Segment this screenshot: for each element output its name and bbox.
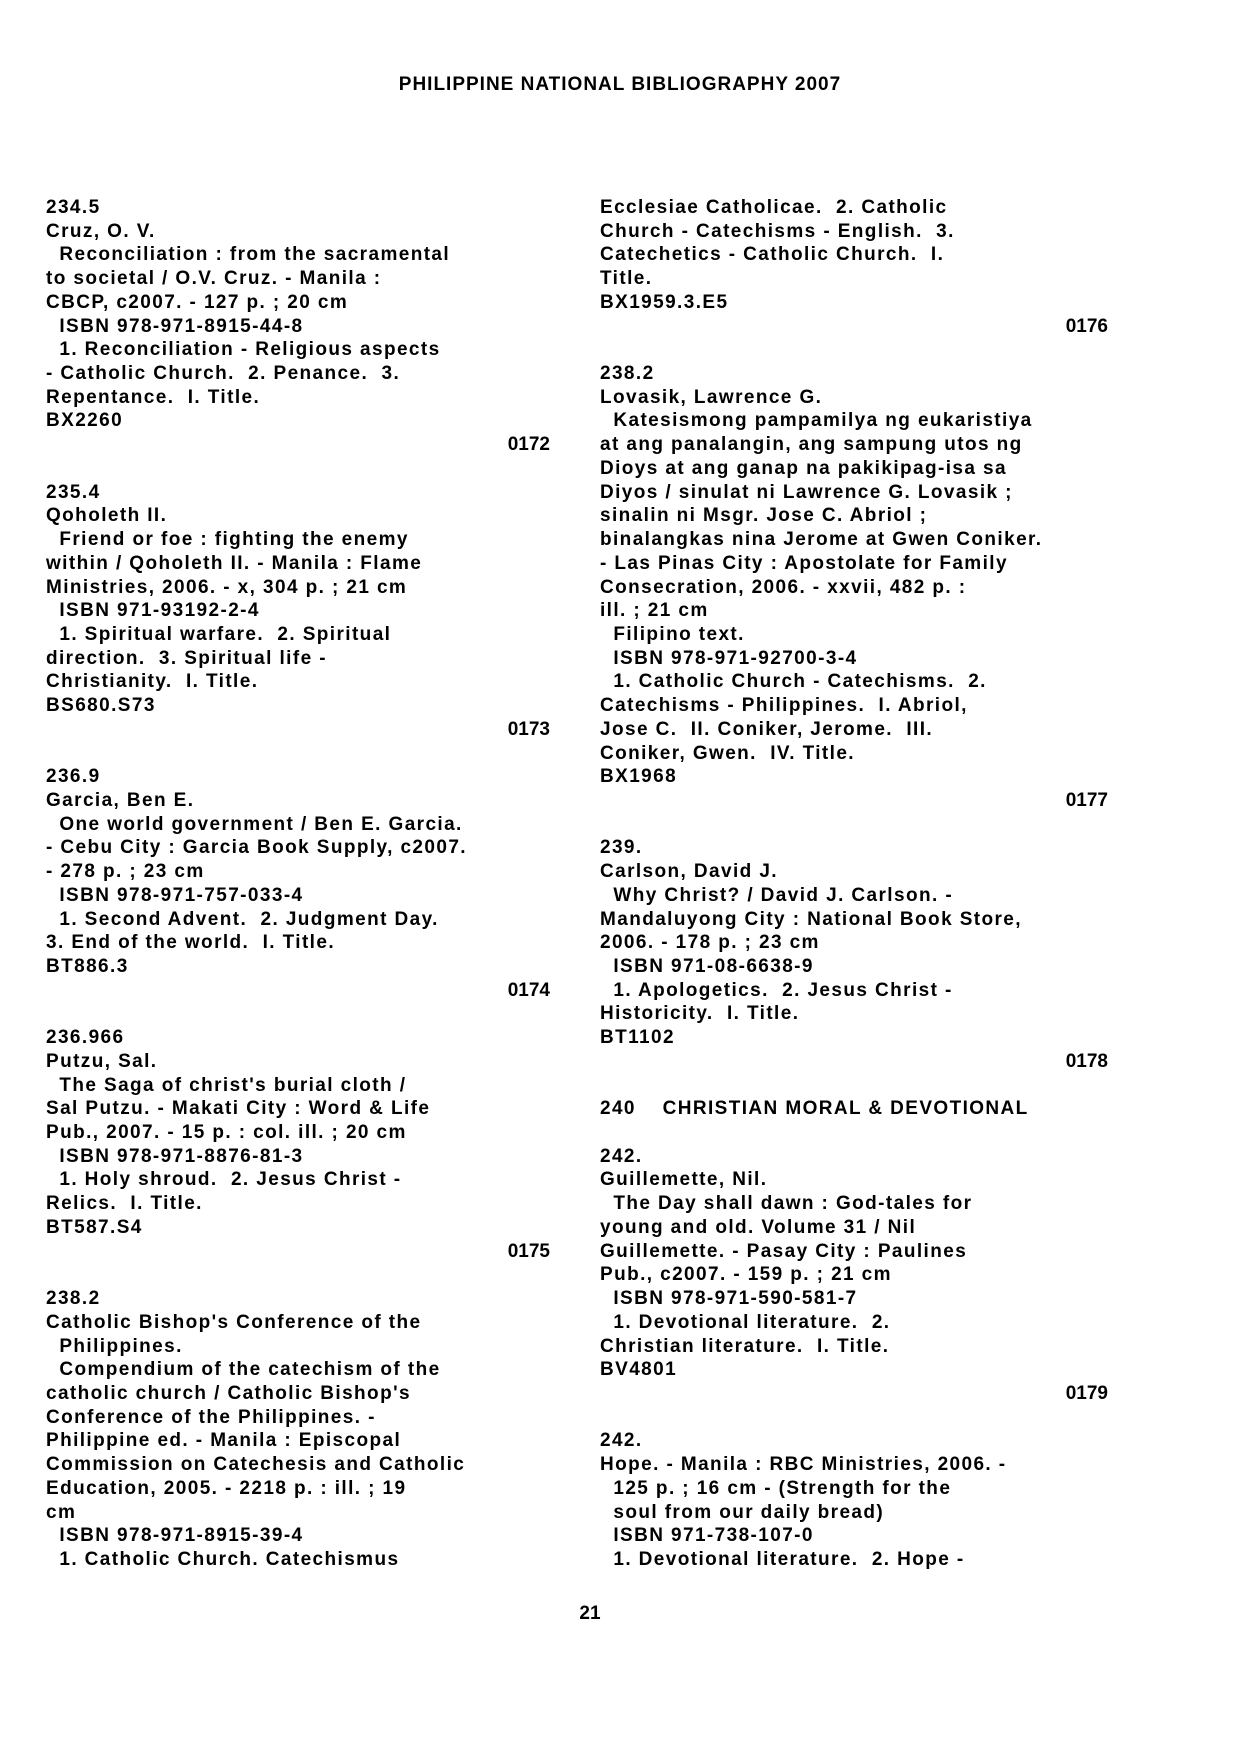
entry-line: Reconciliation : from the sacramental xyxy=(46,244,451,266)
spacer xyxy=(600,338,1108,362)
spacer xyxy=(600,813,1108,837)
entry-line: 242. xyxy=(600,1430,643,1452)
entry-line: Qoholeth II. xyxy=(46,505,168,527)
entry-line: BT587.S4 xyxy=(46,1216,143,1238)
spacer xyxy=(600,1121,1108,1145)
entry-line: ill. ; 21 cm xyxy=(600,600,709,622)
left-column xyxy=(46,196,550,1572)
entry-line: Why Christ? / David J. Carlson. - xyxy=(600,884,954,906)
entry-line: Christianity. I. Title. xyxy=(46,671,259,693)
entry-line: at ang panalangin, ang sampung utos ng xyxy=(600,434,1023,456)
entry-line: Dioys at ang ganap na pakikipag-isa sa xyxy=(600,457,1007,479)
spacer xyxy=(46,1263,550,1287)
entry-line: 239. xyxy=(600,837,643,859)
entry-line: ISBN 971-08-6638-9 xyxy=(600,956,814,977)
entry-line: 1. Devotional literature. 2. xyxy=(600,1311,891,1333)
entry-line: - Catholic Church. 2. Penance. 3. xyxy=(46,363,401,385)
entry-line: Hope. - Manila : RBC Ministries, 2006. - xyxy=(600,1454,1007,1476)
entry-line: to societal / O.V. Cruz. - Manila : xyxy=(46,268,382,290)
entry-line: Repentance. I. Title. xyxy=(46,386,261,408)
entry-line: 1. Devotional literature. 2. Hope - xyxy=(600,1548,965,1570)
entry-line: Consecration, 2006. - xxvii, 482 p. : xyxy=(600,576,967,598)
entry-line: ISBN 978-971-8915-39-4 xyxy=(46,1525,304,1547)
entry-line: Christian literature. I. Title. xyxy=(600,1335,890,1357)
entry-line: ISBN 978-971-590-581-7 xyxy=(600,1288,858,1310)
entry-line: Katesismong pampamilya ng eukaristiya xyxy=(600,410,1033,432)
entry-line: Title. xyxy=(600,268,653,290)
entry-line: Catechisms - Philippines. I. Abriol, xyxy=(600,695,968,717)
entry-line: Church - Catechisms - English. 3. xyxy=(600,220,955,242)
entry-line: 125 p. ; 16 cm - (Strength for the xyxy=(600,1477,952,1499)
entry-line: young and old. Volume 31 / Nil xyxy=(600,1216,917,1238)
entry-line: Guillemette, Nil. xyxy=(600,1169,768,1191)
entry-line: 234.5 xyxy=(46,197,101,218)
page-number: 21 xyxy=(579,1603,601,1624)
entry-line: Catholic Bishop's Conference of the xyxy=(46,1311,422,1333)
entry-line: Sal Putzu. - Makati City : Word & Life xyxy=(46,1098,431,1120)
entry-line: Filipino text. xyxy=(600,623,745,645)
entry-line: Lovasik, Lawrence G. xyxy=(600,386,823,408)
spacer xyxy=(46,1002,550,1026)
spacer xyxy=(46,457,550,481)
entry-line: 1. Reconciliation - Religious aspects xyxy=(46,339,441,361)
entry-line: ISBN 978-971-757-033-4 xyxy=(46,884,304,906)
entry-line: binalangkas nina Jerome at Gwen Coniker. xyxy=(600,529,1043,551)
entry-number: 0172 xyxy=(507,434,550,456)
entry-line: Conference of the Philippines. - xyxy=(46,1406,376,1428)
entry-line: Putzu, Sal. xyxy=(46,1050,158,1072)
entry-line: Coniker, Gwen. IV. Title. xyxy=(600,742,855,764)
entry-line: BT1102 xyxy=(600,1027,675,1049)
entry-line: Diyos / sinulat ni Lawrence G. Lovasik ; xyxy=(600,481,1013,503)
page-header: PHILIPPINE NATIONAL BIBLIOGRAPHY 2007 xyxy=(398,74,842,95)
entry-line: catholic church / Catholic Bishop's xyxy=(46,1382,411,1404)
entry-line: BT886.3 xyxy=(46,956,129,977)
entry-number: 0174 xyxy=(507,979,550,1001)
entry-line: CBCP, c2007. - 127 p. ; 20 cm xyxy=(46,291,349,313)
entry-line: 1. Spiritual warfare. 2. Spiritual xyxy=(46,623,392,645)
right-column xyxy=(600,196,1108,1572)
entry-line: Historicity. I. Title. xyxy=(600,1003,800,1025)
entry-number: 0175 xyxy=(507,1240,550,1262)
entry-line: Philippine ed. - Manila : Episcopal xyxy=(46,1430,402,1452)
entry-line: 2006. - 178 p. ; 23 cm xyxy=(600,932,820,954)
entry-line: Ecclesiae Catholicae. 2. Catholic xyxy=(600,197,948,218)
entry-line: 1. Second Advent. 2. Judgment Day. xyxy=(46,908,439,930)
entry-line: ISBN 978-971-8915-44-8 xyxy=(46,315,304,337)
entry-line: 238.2 xyxy=(46,1288,101,1310)
entry-line: 1. Catholic Church - Catechisms. 2. xyxy=(600,671,987,693)
entry-line: Jose C. II. Coniker, Jerome. III. xyxy=(600,718,934,740)
entry-number: 0178 xyxy=(1065,1050,1108,1072)
entry-line: BS680.S73 xyxy=(46,695,156,717)
entry-line: 236.9 xyxy=(46,766,101,788)
spacer xyxy=(46,742,550,766)
entry-line: Catechetics - Catholic Church. I. xyxy=(600,244,945,266)
entry-line: ISBN 978-971-8876-81-3 xyxy=(46,1145,304,1167)
entry-line: - Las Pinas City : Apostolate for Family xyxy=(600,552,1008,574)
entry-line: 235.4 xyxy=(46,481,101,503)
entry-line: ISBN 978-971-92700-3-4 xyxy=(600,647,858,669)
entry-line: direction. 3. Spiritual life - xyxy=(46,647,327,669)
entry-line: Friend or foe : fighting the enemy xyxy=(46,529,409,551)
entry-line: Guillemette. - Pasay City : Paulines xyxy=(600,1240,968,1262)
entry-line: soul from our daily bread) xyxy=(600,1501,885,1523)
entry-line: - Cebu City : Garcia Book Supply, c2007. xyxy=(46,837,467,859)
entry-line: ISBN 971-93192-2-4 xyxy=(46,600,260,622)
entry-line: Carlson, David J. xyxy=(600,861,778,883)
entry-line: 238.2 xyxy=(600,363,655,385)
entry-line: sinalin ni Msgr. Jose C. Abriol ; xyxy=(600,505,928,527)
entry-number: 0176 xyxy=(1065,315,1108,337)
spacer xyxy=(600,1074,1108,1098)
entry-line: - 278 p. ; 23 cm xyxy=(46,861,205,883)
entry-line: 240 CHRISTIAN MORAL & DEVOTIONAL xyxy=(600,1098,1029,1120)
entry-line: Commission on Catechesis and Catholic xyxy=(46,1454,466,1476)
entry-line: 236.966 xyxy=(46,1027,125,1049)
entry-line: 3. End of the world. I. Title. xyxy=(46,932,336,954)
entry-line: Philippines. xyxy=(46,1335,183,1357)
entry-line: 1. Catholic Church. Catechismus xyxy=(46,1548,400,1570)
entry-line: Compendium of the catechism of the xyxy=(46,1359,441,1381)
entry-line: BX1959.3.E5 xyxy=(600,291,729,313)
entry-number: 0179 xyxy=(1065,1382,1108,1404)
entry-line: Pub., c2007. - 159 p. ; 21 cm xyxy=(600,1264,892,1286)
entry-line: BV4801 xyxy=(600,1359,678,1381)
entry-line: 1. Holy shroud. 2. Jesus Christ - xyxy=(46,1169,402,1191)
entry-line: Ministries, 2006. - x, 304 p. ; 21 cm xyxy=(46,576,408,598)
entry-line: Mandaluyong City : National Book Store, xyxy=(600,908,1022,930)
entry-line: ISBN 971-738-107-0 xyxy=(600,1525,814,1547)
entry-line: Cruz, O. V. xyxy=(46,220,156,242)
entry-line: BX2260 xyxy=(46,410,124,432)
entry-line: 242. xyxy=(600,1145,643,1167)
entry-line: Pub., 2007. - 15 p. : col. ill. ; 20 cm xyxy=(46,1122,407,1144)
entry-line: One world government / Ben E. Garcia. xyxy=(46,813,463,835)
entry-line: Education, 2005. - 2218 p. : ill. ; 19 xyxy=(46,1477,407,1499)
entry-line: The Day shall dawn : God-tales for xyxy=(600,1193,973,1215)
entry-line: The Saga of christ's burial cloth / xyxy=(46,1074,407,1096)
entry-line: Relics. I. Title. xyxy=(46,1193,203,1215)
entry-number: 0173 xyxy=(507,718,550,740)
entry-line: BX1968 xyxy=(600,766,678,788)
entry-number: 0177 xyxy=(1065,789,1108,811)
spacer xyxy=(600,1406,1108,1430)
entry-line: cm xyxy=(46,1501,77,1523)
entry-line: within / Qoholeth II. - Manila : Flame xyxy=(46,552,423,574)
entry-line: 1. Apologetics. 2. Jesus Christ - xyxy=(600,979,953,1001)
entry-line: Garcia, Ben E. xyxy=(46,789,195,811)
